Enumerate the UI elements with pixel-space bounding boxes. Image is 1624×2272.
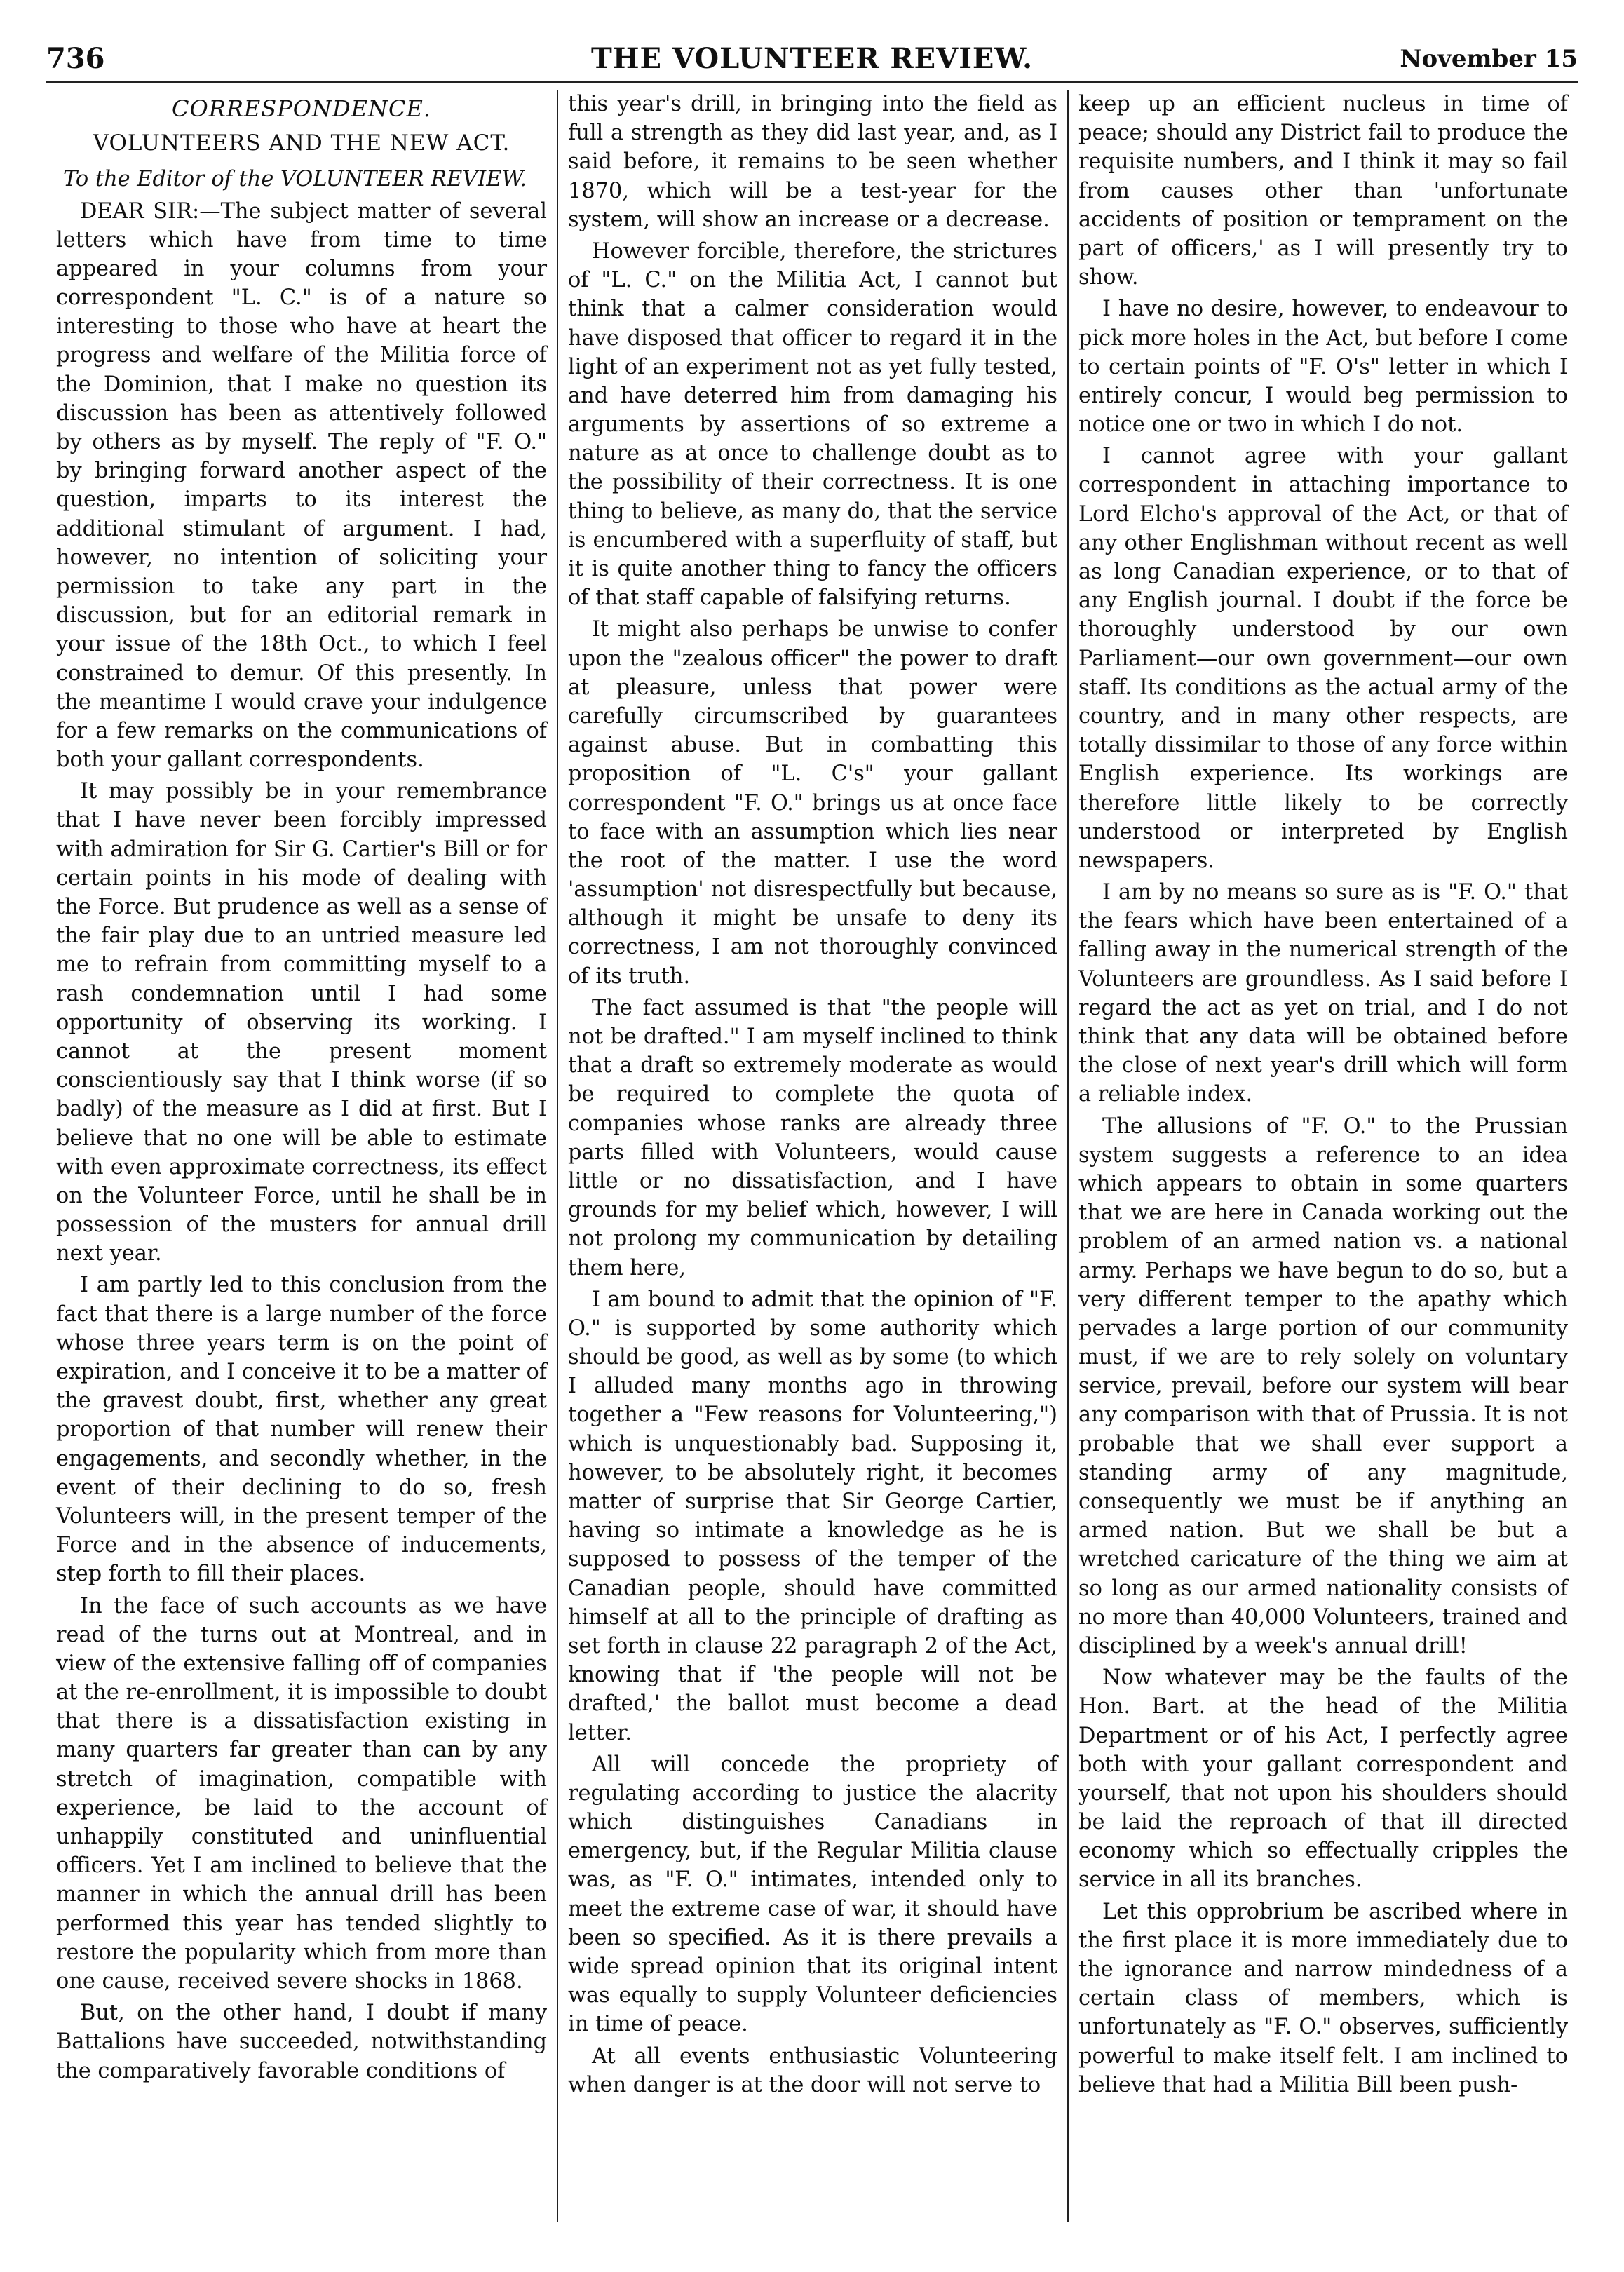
article-title: VOLUNTEERS AND THE NEW ACT. bbox=[93, 130, 510, 156]
paragraph: I cannot agree with your gallant correspondent in attaching importance to Lord Elcho's approval of the Act, or that of any other Englishman without recent as well as long Canadian experience, or to that of any English journal. I doubt if the force be thoroughly understood by our own Parliament—our own government—our own staff. Its conditions as the actual army of the country, and in many other respects, are totally dissimilar to those of any force within English experience. Its workings are therefore little likely to be correctly understood or interpreted by English newspapers. bbox=[1078, 444, 1568, 873]
paragraph: I have no desire, however, to endeavour to pick more holes in the Act, but before I come to certain points of "F. O's" letter in which I entirely concur, I would beg permission to notice one or two in which I do not. bbox=[1078, 297, 1568, 438]
journal-title: THE VOLUNTEER REVIEW. bbox=[590, 42, 1034, 75]
paragraph: It might also perhaps be unwise to confer upon the "zealous officer" the power to draft at pleasure, unless that power were carefully circumscribed by guarantees against abuse. But in combatting this proposition of "L. C's" your gallant correspondent "F. O." brings us at once face to face with an assumption which lies near the root of the matter. I use the word 'assumption' not disrespectfully but because, although it might be unsafe to deny its correctness, I am not thoroughly convinced of its truth. bbox=[568, 617, 1057, 989]
paragraph: But, on the other hand, I doubt if many Battalions have succeeded, notwithstanding the comparatively favorable conditions of bbox=[56, 2001, 547, 2083]
paragraph-continued: this year's drill, in bringing into the field as full a strength as they did last year, and, as I said before, it remains to be seen whether 1870, which will be a test-year for the system, will show an increase or a decrease. bbox=[568, 92, 1057, 232]
paragraph: All will concede the propriety of regulating according to justice the alacrity which distinguishes Canadians in emergency, but, if the Regular Militia clause was, as "F. O." intimates, intended only to meet the extreme case of war, it should have been so specified. As it is there prevails a wide spread opinion that its original intent was equally to supply Volunteer deficiencies in time of peace. bbox=[568, 1752, 1057, 2037]
paragraph: Let this opprobrium be ascribed where in the first place it is more immediately due to the ignorance and narrow mindedness of a certain class of members, which is unfortunately as "F. O." observes, sufficiently powerful to make itself felt. I am inclined to believe that had a Militia Bill been push- bbox=[1078, 1899, 1568, 2097]
paragraph: I am bound to admit that the opinion of "F. O." is supported by some authority which should be good, as well as by some (to which I alluded many months ago in throwing together a "Few reasons for Volunteering,") which is unquestionably bad. Supposing it, however, to be absolutely right, it becomes matter of surprise that Sir George Cartier, having so intimate a knowledge as he is supposed to possess of the temper of the Canadian people, should have committed himself at all to the principle of drafting as set forth in clause 22 paragraph 2 of the Act, knowing that if 'the people will not be drafted,' the ballot must become a dead letter. bbox=[568, 1287, 1057, 1745]
editor-address-line: To the Editor of the VOLUNTEER REVIEW. bbox=[63, 167, 527, 192]
paragraph: In the face of such accounts as we have read of the turns out at Montreal, and in view of the extensive falling off of companies at the re-enrollment, it is impossible to doubt that there is a dissatisfaction existing in many quarters far greater than can by any stretch of imagination, compatible with experience, be laid to the account of unhappily constituted and uninfluential officers. Yet I am inclined to believe that the manner in which the annual drill has been performed this year has tended slightly to restore the popularity which from more than one cause, received severe shocks in 1868. bbox=[56, 1593, 547, 1994]
running-head bbox=[46, 42, 1578, 83]
paragraph: I am by no means so sure as is "F. O." that the fears which have been entertained of a falling away in the numerical strength of the Volunteers are groundless. As I said before I regard the act as yet on trial, and I do not think that any data will be obtained before the close of next year's drill which will form a reliable index. bbox=[1078, 880, 1568, 1107]
paragraph-continued: keep up an efficient nucleus in time of peace; should any District fail to produce the requisite numbers, and I think it may so fail from causes other than 'unfortunate accidents of position or temprament on the part of officers,' as I will presently try to show. bbox=[1078, 92, 1568, 290]
issue-date: November 15 bbox=[1400, 45, 1578, 73]
column-3 bbox=[1067, 90, 1578, 2222]
paragraph: The allusions of "F. O." to the Prussian system suggests a reference to an idea which appears to obtain in some quarters that we are here in Canada working out the problem of an armed nation vs. a national army. Perhaps we have begun to do so, but a very different temper to the apathy which pervades a large portion of our community must, if we are to rely solely on voluntary service, prevail, before our system will bear any comparison with that of Prussia. It is not probable that we shall ever support a standing army of any magnitude, consequently we must be if anything an armed nation. But we shall be but a wretched caricature of the thing we aim at so long as our armed nationality consists of no more than 40,000 Volunteers, trained and disciplined by a week's annual drill! bbox=[1078, 1114, 1568, 1658]
column-2 bbox=[557, 90, 1067, 2222]
paragraph: However forcible, therefore, the strictures of "L. C." on the Militia Act, I cannot but think that a calmer consideration would have disposed that officer to regard it in the light of an experiment not as yet fully tested, and have deterred him from damaging his arguments by assertions of so extreme a nature as at once to challenge doubt as to the possibility of their correctness. It is one thing to believe, as many do, that the service is encumbered with a superfluity of staff, but it is quite another thing to fancy the officers of that staff capable of falsifying returns. bbox=[568, 238, 1057, 611]
paragraph: I am partly led to this conclusion from the fact that there is a large number of the force whose three years term is on the point of expiration, and I conceive it to be a matter of the gravest doubt, first, whether any great proportion of that number will renew their engagements, and secondly whether, in the event of their declining to do so, fresh Volunteers will, in the present temper of the Force and in the absence of inducements, step forth to fill their places. bbox=[56, 1273, 547, 1587]
page-number: 736 bbox=[46, 42, 105, 75]
paragraph: It may possibly be in your remembrance that I have never been forcibly impressed with admiration for Sir G. Cartier's Bill or for certain points in his mode of dealing with the Force. But prudence as well as a sense of the fair play due to an untried measure led me to refrain from committing myself to a rash condemnation until I had some opportunity of observing its working. I cannot at the present moment conscientiously say that I think worse (if so badly) of the measure as I did at first. But I believe that no one will be able to estimate with even approximate correctness, its effect on the Volunteer Force, until he shall be in possession of the musters for annual drill next year. bbox=[56, 779, 547, 1266]
paragraph: DEAR SIR:—The subject matter of several letters which have from time to time appeared in your columns from your correspondent "L. C." is of a nature so interesting to those who have at heart the progress and welfare of the Militia force of the Dominion, that I make no question its discussion has been as attentively followed by others as by myself. The reply of "F. O." by bringing forward another aspect of the question, imparts to its interest the additional stimulant of argument. I had, however, no intention of soliciting your permission to take any part in the discussion, but for an editorial remark in your issue of the 18th Oct., to which I feel constrained to demur. Of this presently. In the meantime I would crave your indulgence for a few remarks on the communications of both your gallant correspondents. bbox=[56, 198, 547, 773]
paragraph: Now whatever may be the faults of the Hon. Bart. at the head of the Militia Department or of his Act, I perfectly agree both with your gallant correspondent and yourself, that not upon his shoulders should be laid the reproach of that ill directed economy which so effectually cripples the service in all its branches. bbox=[1078, 1665, 1568, 1893]
column-1 bbox=[46, 90, 557, 2222]
section-title: CORRESPONDENCE. bbox=[172, 95, 431, 122]
paragraph: The fact assumed is that "the people will not be drafted." I am myself inclined to think that a draft so extremely moderate as would be required to complete the quota of companies whose ranks are already three parts filled with Volunteers, would cause little or no dissatisfaction, and I have grounds for my belief which, however, I will not prolong my communication by detailing them here, bbox=[568, 995, 1057, 1280]
article-columns bbox=[46, 90, 1578, 2222]
paragraph: At all events enthusiastic Volunteering when danger is at the door will not serve to bbox=[568, 2043, 1057, 2097]
